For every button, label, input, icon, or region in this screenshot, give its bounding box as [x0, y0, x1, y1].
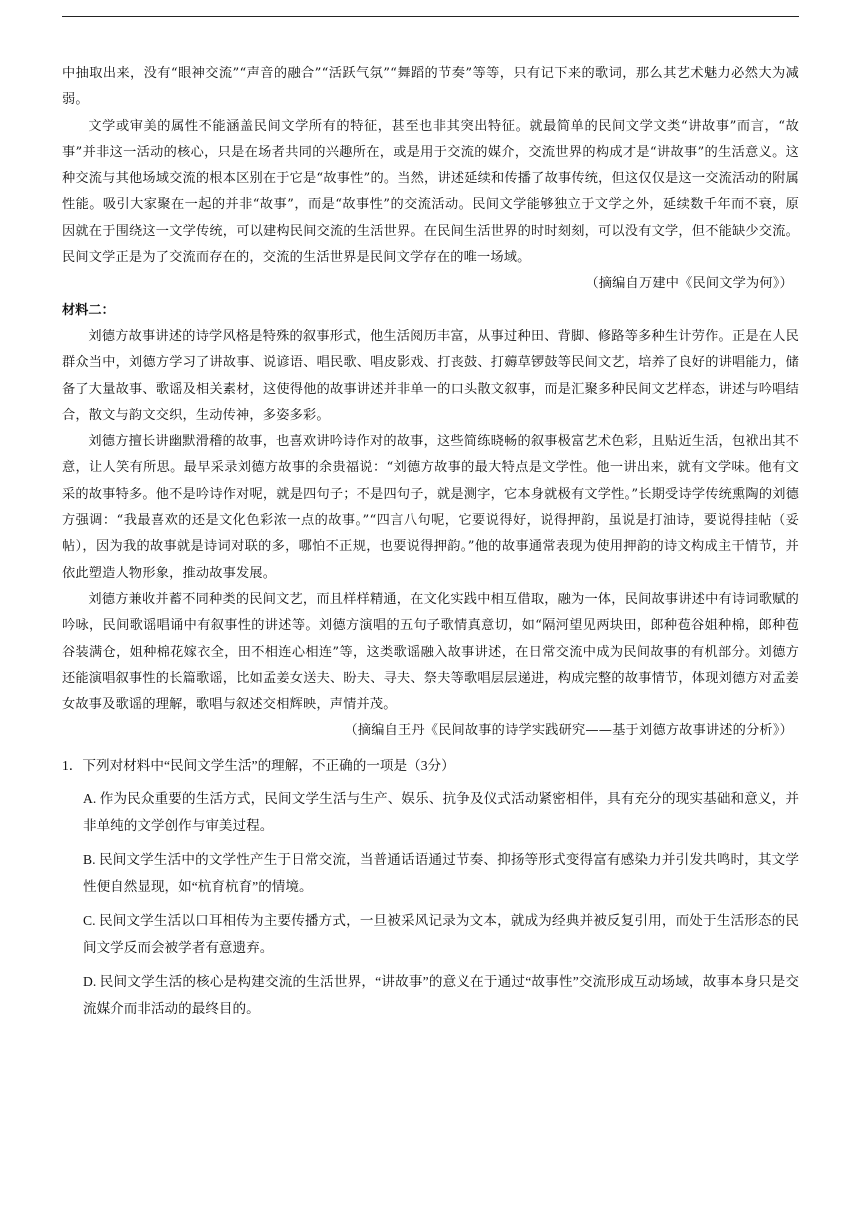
question-1-option-d: D. 民间文学生活的核心是构建交流的生活世界，“讲故事”的意义在于通过“故事性”交流形成互动场域，故事本身只是交流媒介而非活动的最终目的。: [83, 973, 799, 1017]
header-rule: [62, 16, 799, 17]
material1-paragraph-2: 文学或审美的属性不能涵盖民间文学所有的特征，甚至也非其突出特征。就最简单的民间文学文类“讲故事”而言，“故事”并非这一活动的核心，只是在场者共同的兴趣所在，或是用于交流的媒介，交流世界的构成才是“讲故事”的生活意义。这种交流与其他场域交流的根本区别在于它是“故事性”的。当然，讲述延续和传播了故事传统，但这仅仅是这一交流活动的附属性能。吸引大家聚在一起的并非“故事”，而是“故事性”的交流活动。民间文学能够独立于文学之外，延续数千年而不衰，原因就在于围绕这一文学传统，可以建构民间交流的生活世界。在民间生活世界的时时刻刻，可以没有文学，但不能缺少交流。民间文学正是为了交流而存在的，交流的生活世界是民间文学存在的唯一场域。: [62, 118, 799, 266]
question-1-option-c: C. 民间文学生活以口耳相传为主要传播方式，一旦被采风记录为文本，就成为经典并被反复引用，而处于生活形态的民间文学反而会被学者有意遗弃。: [83, 912, 799, 956]
material1-source: （摘编自万建中《民间文学为何》）: [585, 276, 793, 292]
material2-source: （摘编自王丹《民间故事的诗学实践研究——基于刘德方故事讲述的分析》）: [344, 723, 793, 739]
material2-heading: 材料二：: [62, 302, 115, 318]
question-1-stem: 1．下列对材料中“民间文学生活”的理解，不正确的一项是（3分）: [62, 757, 455, 773]
material2-paragraph-2: 刘德方擅长讲幽默滑稽的故事，也喜欢讲吟诗作对的故事，这些简练晓畅的叙事极富艺术色彩，且贴近生活，包袱出其不意，让人笑有所思。最早采录刘德方故事的余贵福说：“刘德方故事的最大特点是文学性。他一讲出来，就有文学味。他有文采的故事特多。他不是吟诗作对呢，就是四句子；不是四句子，就是测字，它本身就极有文学性。”长期受诗学传统熏陶的刘德方强调：“我最喜欢的还是文化色彩浓一点的故事。”“四言八句呢，它要说得好，说得押韵，虽说是打油诗，要说得挂帖（妥帖），因为我的故事就是诗词对联的多，哪怕不正规，也要说得押韵。”他的故事通常表现为使用押韵的诗文构成主干情节，并依此塑造人物形象，推动故事发展。: [62, 434, 799, 581]
material2-paragraph-1: 刘德方故事讲述的诗学风格是特殊的叙事形式，他生活阅历丰富，从事过种田、背脚、修路等多种生计劳作。正是在人民群众当中，刘德方学习了讲故事、说谚语、唱民歌、唱皮影戏、打丧鼓、打薅草锣鼓等民间文艺，培养了良好的讲唱能力，储备了大量故事、歌谣及相关素材，这使得他的故事讲述并非单一的口头散文叙事，而是汇聚多种民间文艺样态，讲述与吟唱结合，散文与韵文交织，生动传神，多姿多彩。: [62, 328, 799, 423]
question-1-option-a: A. 作为民众重要的生活方式，民间文学生活与生产、娱乐、抗争及仪式活动紧密相伴，具有充分的现实基础和意义，并非单纯的文学创作与审美过程。: [83, 790, 799, 834]
question-1-option-b: B. 民间文学生活中的文学性产生于日常交流，当普通话语通过节奏、抑扬等形式变得富有感染力并引发共鸣时，其文学性便自然显现，如“杭育杭育”的情境。: [83, 851, 799, 895]
material2-paragraph-3: 刘德方兼收并蓄不同种类的民间文艺，而且样样精通，在文化实践中相互借取，融为一体，民间故事讲述中有诗词歌赋的吟咏，民间歌谣唱诵中有叙事性的讲述等。刘德方演唱的五句子歌情真意切，如“隔河望见两块田，郎种苞谷姐种棉，郎种苞谷装满仓，姐种棉花嫁衣全，田不相连心相连”等，这类歌谣融入故事讲述，在日常交流中成为民间故事的有机部分。刘德方还能演唱叙事性的长篇歌谣，比如孟姜女送夫、盼夫、寻夫、祭夫等歌唱层层递进，构成完整的故事情节，体现刘德方对孟姜女故事及歌谣的理解，歌唱与叙述交相辉映，声情并茂。: [62, 591, 799, 713]
page-content: [62, 61, 799, 1023]
material1-paragraph-continued: 中抽取出来，没有“眼神交流”“声音的融合”“活跃气氛”“舞蹈的节奏”等等，只有记下来的歌词，那么其艺术魅力必然大为减弱。: [62, 66, 799, 108]
